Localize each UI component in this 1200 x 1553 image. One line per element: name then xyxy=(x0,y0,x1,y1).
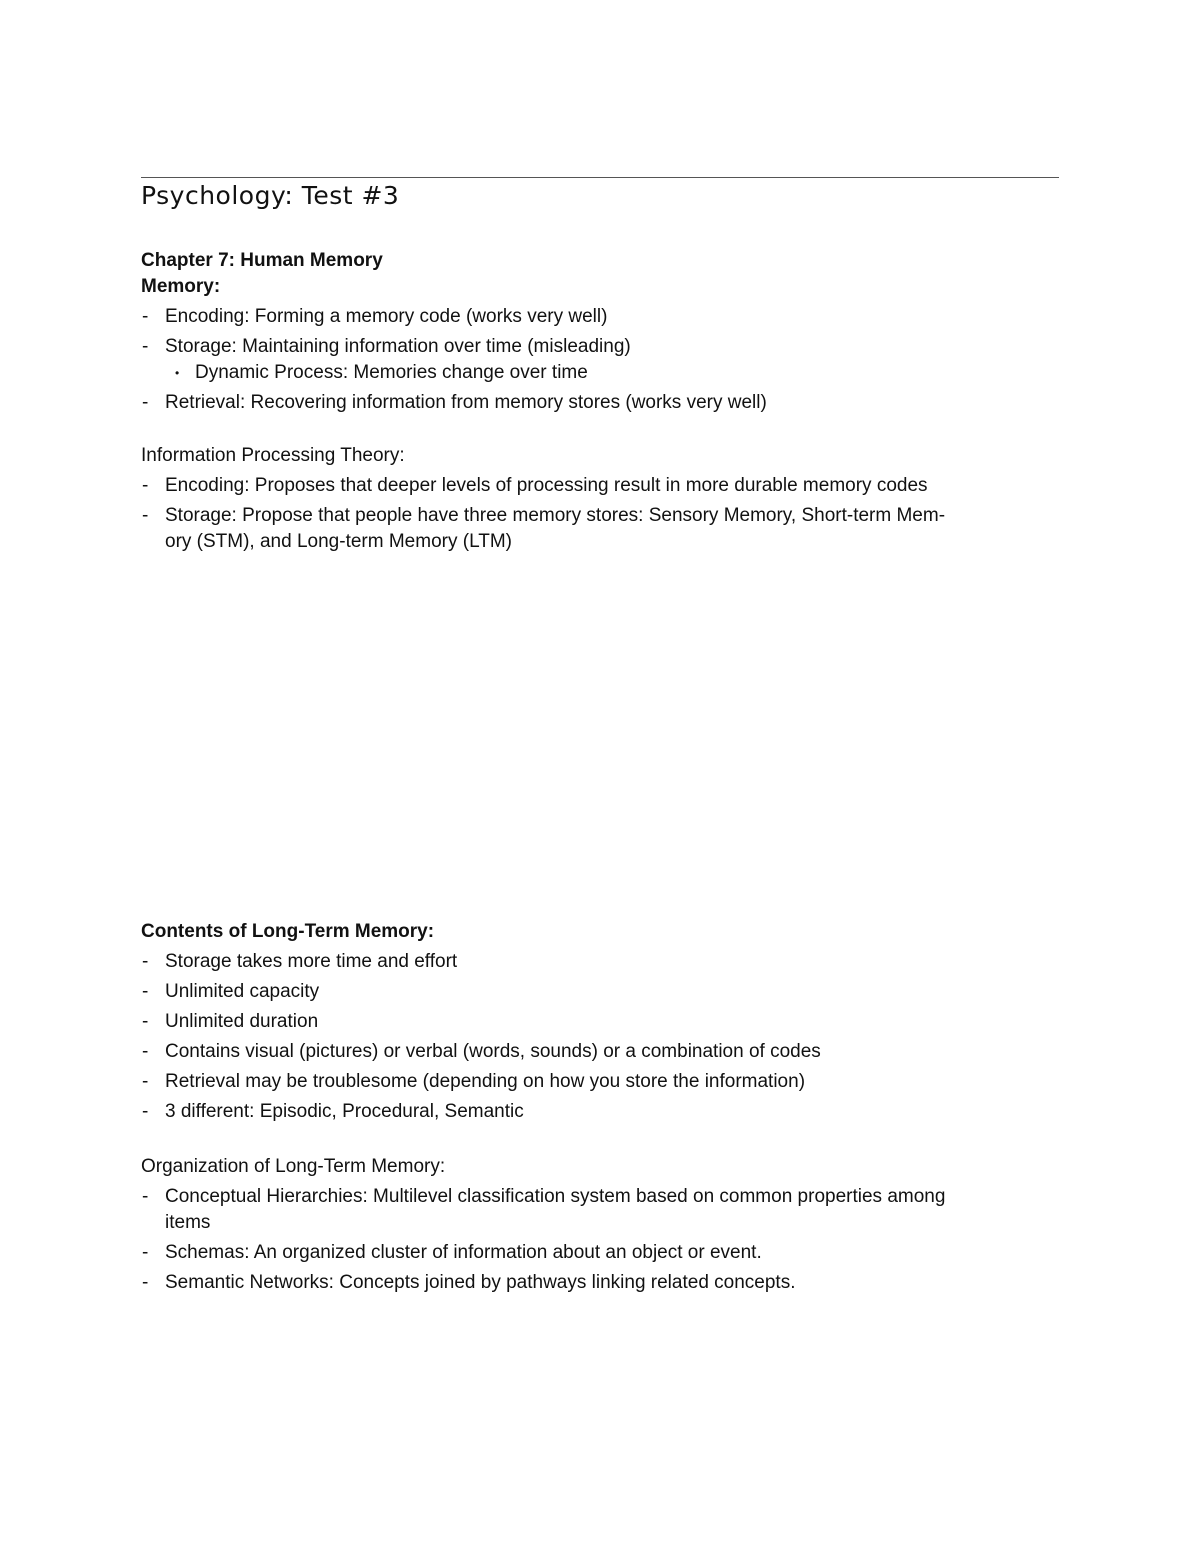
list-item-text: Contains visual (pictures) or verbal (words, sounds) or a combination of codes xyxy=(165,1041,821,1062)
list-item xyxy=(141,1270,1061,1296)
list-item-text: Semantic Networks: Concepts joined by pathways linking related concepts. xyxy=(165,1272,796,1293)
list-item-text: Storage: Propose that people have three memory stores: Sensory Memory, Short-term Mem- xyxy=(165,505,946,526)
list-item-text: Encoding: Forming a memory code (works very well) xyxy=(165,306,608,327)
list-item xyxy=(141,1009,1061,1035)
ltm-contents-list xyxy=(141,949,1061,1125)
list-item xyxy=(141,1039,1061,1065)
dash-marker: - xyxy=(142,1101,149,1122)
dash-marker: - xyxy=(142,505,149,526)
dash-marker: - xyxy=(142,306,149,327)
list-item-text: Storage takes more time and effort xyxy=(165,951,458,972)
storage-sub-list xyxy=(141,360,1061,386)
sub-list-item-text: Dynamic Process: Memories change over time xyxy=(195,362,588,383)
dash-marker: - xyxy=(142,336,149,357)
dash-marker: - xyxy=(142,392,149,413)
list-item-text: Retrieval may be troublesome (depending on how you store the information) xyxy=(165,1071,806,1092)
list-item xyxy=(141,979,1061,1005)
list-item-text: Unlimited capacity xyxy=(165,981,320,1002)
dash-marker: - xyxy=(142,1242,149,1263)
list-item-text: Schemas: An organized cluster of information about an object or event. xyxy=(165,1242,762,1263)
dash-marker: - xyxy=(142,1186,149,1207)
list-item xyxy=(141,949,1061,975)
chapter-7-section xyxy=(141,248,1061,420)
dash-marker: - xyxy=(142,475,149,496)
dash-marker: - xyxy=(142,1071,149,1092)
sub-list-container xyxy=(141,360,1061,386)
list-item xyxy=(141,1184,1061,1236)
list-item-text-continued: items xyxy=(165,1212,211,1233)
list-item xyxy=(141,1099,1061,1125)
list-item xyxy=(141,1240,1061,1266)
list-item xyxy=(141,473,1061,499)
ltm-organization-heading: Organization of Long-Term Memory: xyxy=(141,1156,446,1177)
ltm-organization-section xyxy=(141,1154,1061,1300)
document-title: Psychology: Test #3 xyxy=(141,181,400,210)
dash-marker: - xyxy=(142,951,149,972)
list-item xyxy=(141,503,1061,555)
list-item xyxy=(141,304,1061,330)
sub-list-item xyxy=(141,360,1061,386)
ltm-contents-heading: Contents of Long-Term Memory: xyxy=(141,921,435,942)
list-item-text: Storage: Maintaining information over time (misleading) xyxy=(165,336,631,357)
dash-marker: - xyxy=(142,981,149,1002)
info-processing-heading: Information Processing Theory: xyxy=(141,445,405,466)
memory-subheading: Memory: xyxy=(141,276,221,297)
chapter-heading: Chapter 7: Human Memory xyxy=(141,250,383,271)
list-item xyxy=(141,390,1061,416)
list-item-text: Unlimited duration xyxy=(165,1011,319,1032)
list-item-text-continued: ory (STM), and Long-term Memory (LTM) xyxy=(165,531,512,552)
list-item-text: Conceptual Hierarchies: Multilevel classification system based on common properties among xyxy=(165,1186,946,1207)
memory-list xyxy=(141,304,1061,416)
list-item-text: Encoding: Proposes that deeper levels of processing result in more durable memory codes xyxy=(165,475,928,496)
list-item xyxy=(141,1069,1061,1095)
list-item-text: Retrieval: Recovering information from memory stores (works very well) xyxy=(165,392,767,413)
info-processing-list xyxy=(141,473,1061,555)
bullet-marker: • xyxy=(175,366,180,380)
dash-marker: - xyxy=(142,1041,149,1062)
info-processing-section xyxy=(141,443,1061,559)
list-item xyxy=(141,334,1061,360)
dash-marker: - xyxy=(142,1272,149,1293)
list-item-text: 3 different: Episodic, Procedural, Semantic xyxy=(165,1101,524,1122)
ltm-contents-section xyxy=(141,919,1061,1129)
ltm-organization-list xyxy=(141,1184,1061,1296)
dash-marker: - xyxy=(142,1011,149,1032)
